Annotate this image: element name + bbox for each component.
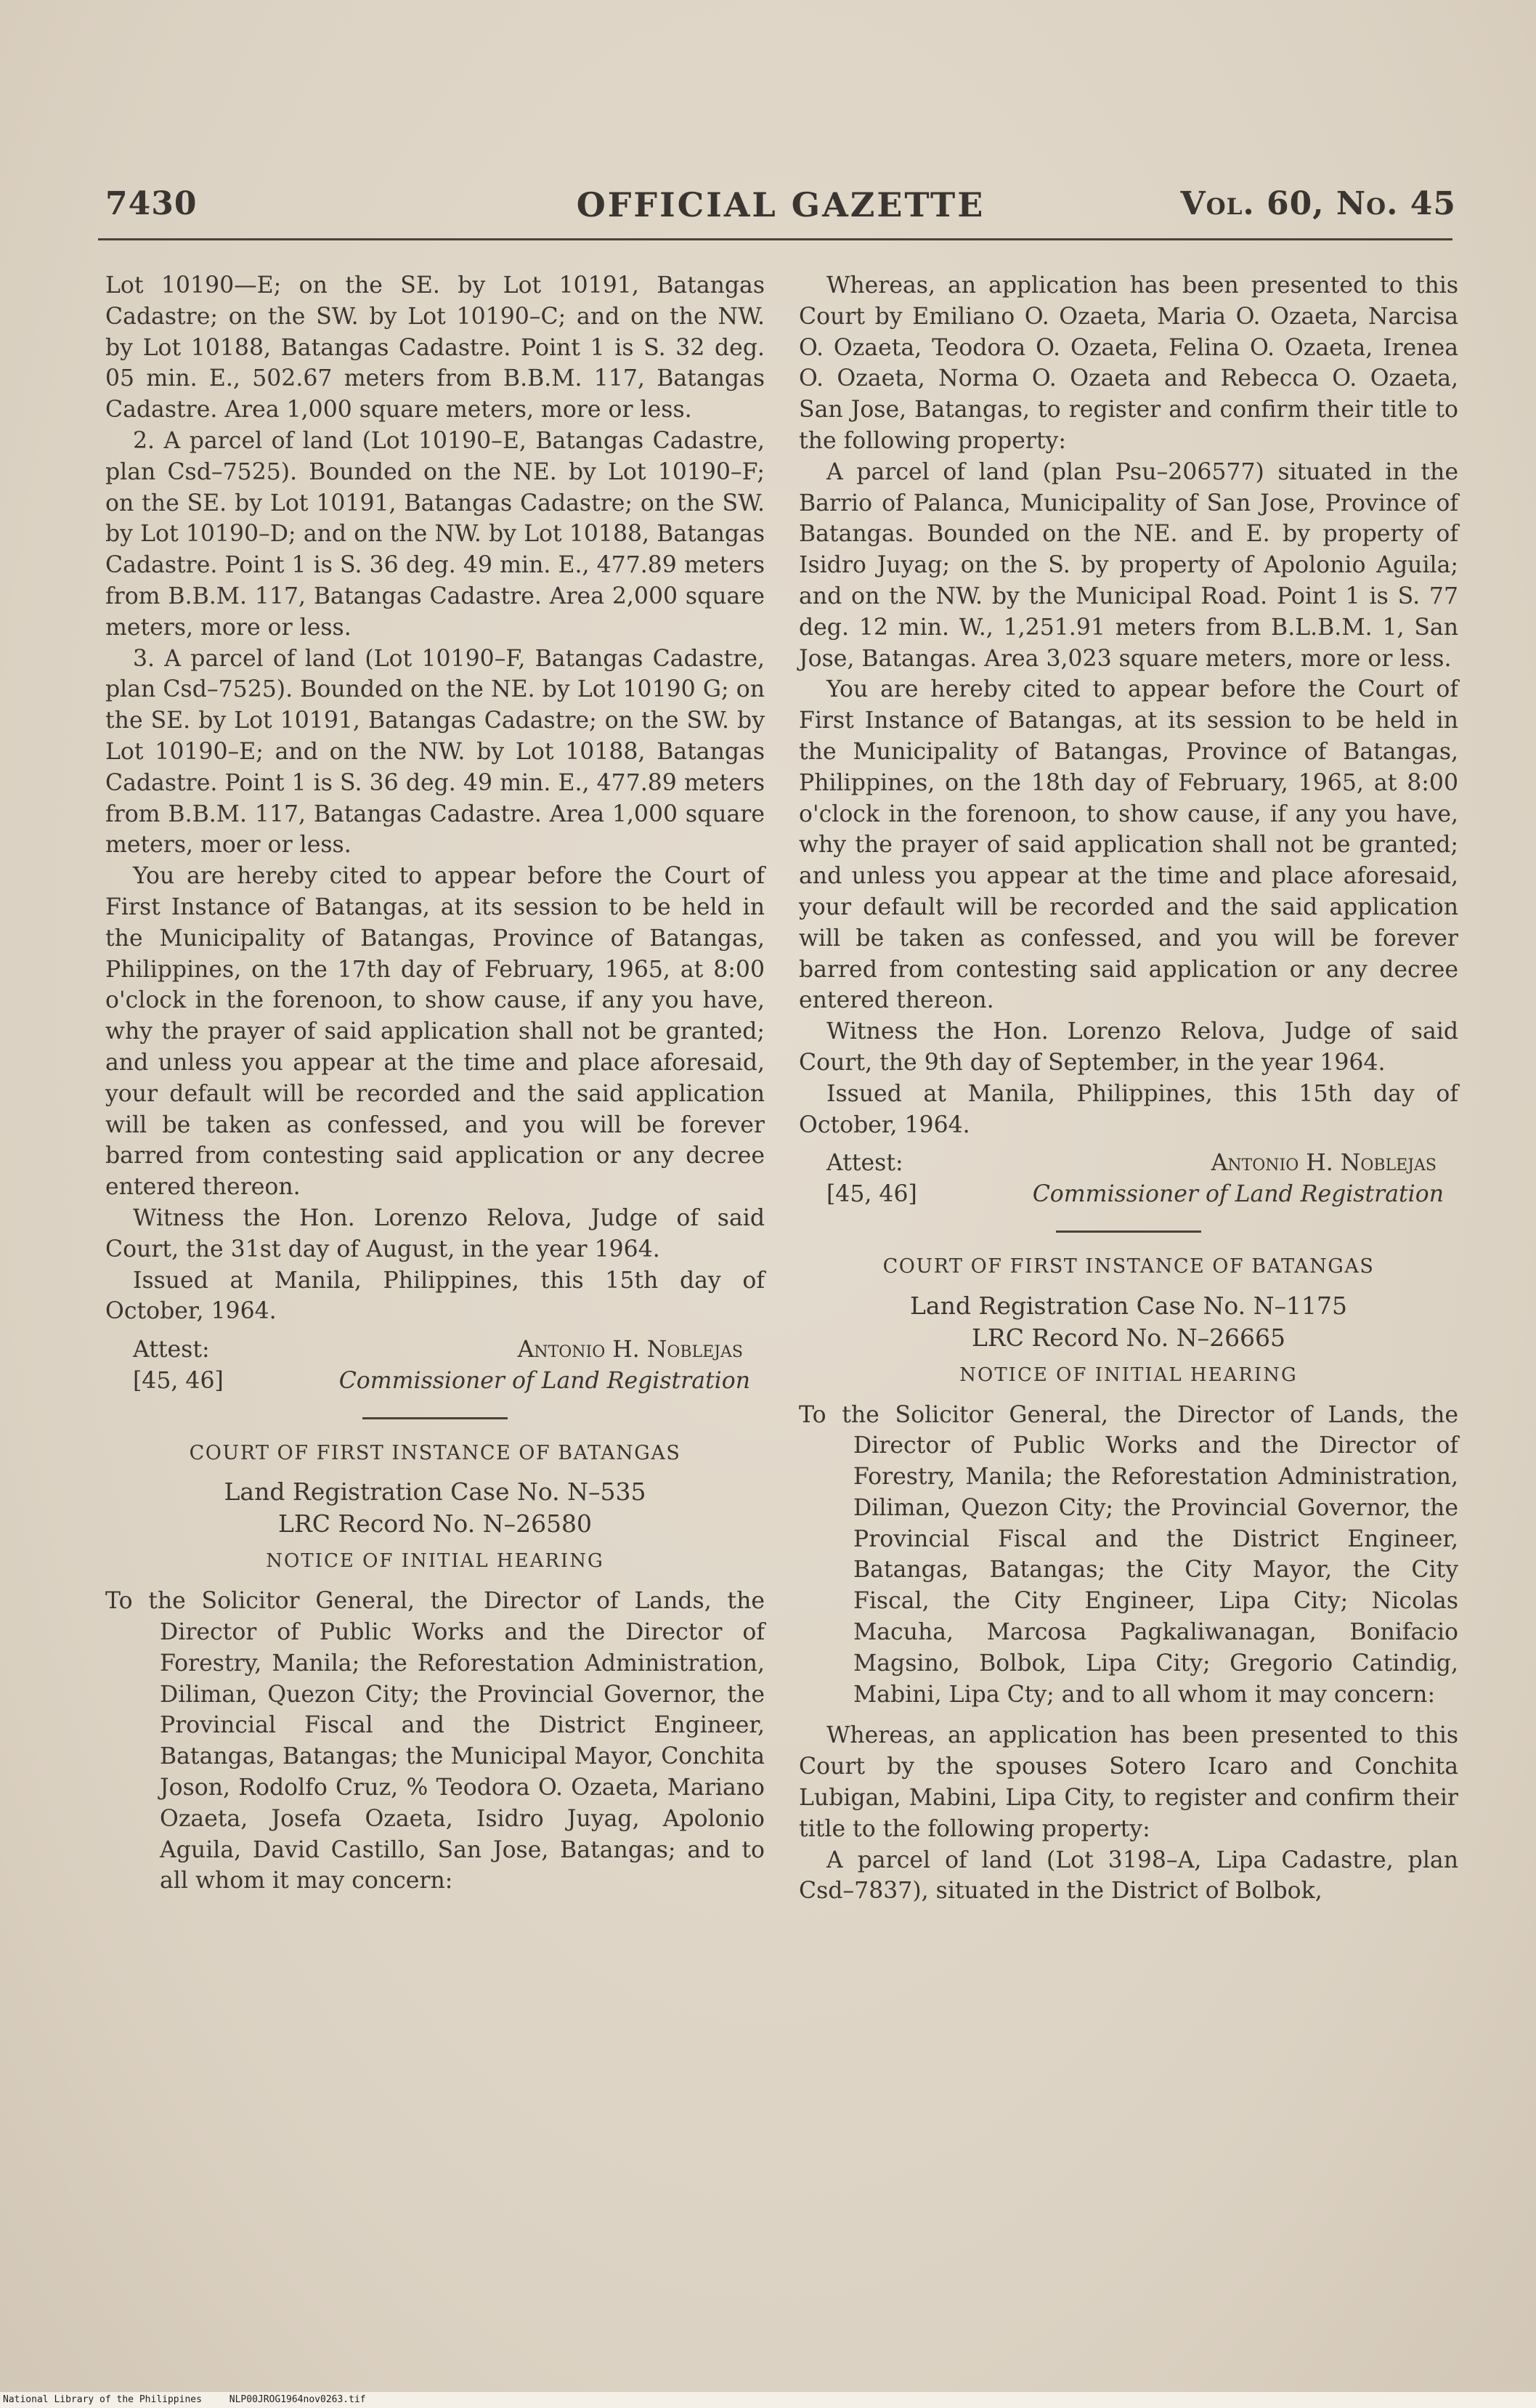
header-rule xyxy=(98,238,1452,240)
paragraph: A parcel of land (Lot 3198–A, Lipa Cadastre, plan Csd–7837), situated in the District of Bolbok, xyxy=(799,1846,1458,1905)
notice-heading: NOTICE OF INITIAL HEARING xyxy=(266,1550,604,1573)
paragraph: A parcel of land (plan Psu–206577) situated in the Barrio of Palanca, Municipality of San Jose, Province of Batangas. Bounded on the NE. and E. by property of Isidro Juyag; on the S. by property of Apolonio Aguila; and on the NW. by the Municipal Road. Point 1 is S. 77 deg. 12 min. W., 1,251.91 meters from B.L.B.M. 1, San Jose, Batangas. Area 3,023 square meters, more or less. xyxy=(799,458,1458,672)
scan-footer xyxy=(0,2392,1536,2408)
attest-ref: [45, 46] xyxy=(826,1181,917,1208)
page-number: 7430 xyxy=(105,185,198,222)
paragraph: You are hereby cited to appear before the Court of First Instance of Batangas, at its session to be held in the Municipality of Batangas, Province of Batangas, Philippines, on the 18th day of February, 1965, at 8:00 o'clock in the forenoon, to show cause, if any you have, why the prayer of said application shall not be granted; and unless you appear at the time and place aforesaid, your default will be recorded and the said application will be taken as confessed, and you will be forever barred from contesting said application or any decree entered thereon. xyxy=(799,676,1458,1014)
attest-title: Commissioner of Land Registration xyxy=(1032,1181,1444,1208)
attest-name: Antonio H. Noblejas xyxy=(1211,1150,1437,1177)
paragraph: Whereas, an application has been presented to this Court by the spouses Sotero Icaro and Conchita Lubigan, Mabini, Lipa City, to register and confirm their title to the following property: xyxy=(799,1722,1458,1842)
attestation-title-row xyxy=(799,1179,1458,1210)
addressees: To the Solicitor General, the Director of Lands, the Director of Public Works and the Director of Forestry, Manila; the Reforestation Administration, Diliman, Quezon City; the Provincial Governor, the Provincial Fiscal and the District Engineer, Batangas, Batangas; the City Mayor, the City Fiscal, the City Engineer, Lipa City; Nicolas Macuha, Marcosa Pagkaliwanagan, Bonifacio Magsino, Bolbok, Lipa City; Gregorio Catindig, Mabini, Lipa Cty; and to all whom it may concern: xyxy=(799,1401,1458,1708)
page-header xyxy=(105,185,1456,243)
attest-label: Attest: xyxy=(133,1337,210,1363)
footer-source: National Library of the Philippines xyxy=(3,2394,202,2405)
volume-number: Vol. 60, No. 45 xyxy=(1180,185,1456,222)
court-heading: COURT OF FIRST INSTANCE OF BATANGAS xyxy=(189,1441,681,1464)
attestation xyxy=(799,1148,1458,1179)
paragraph: 2. A parcel of land (Lot 10190–E, Batangas Cadastre, plan Csd–7525). Bounded on the NE. by Lot 10190–F; on the SE. by Lot 10191, Batangas Cadastre; on the SW. by Lot 10190–D; and on the NW. by Lot 10188, Batangas Cadastre. Point 1 is S. 36 deg. 49 min. E., 477.89 meters from B.B.M. 117, Batangas Cadastre. Area 2,000 square meters, more or less. xyxy=(105,427,765,641)
attest-title: Commissioner of Land Registration xyxy=(338,1367,750,1394)
record-number: LRC Record No. N–26580 xyxy=(277,1509,593,1539)
attest-ref: [45, 46] xyxy=(133,1367,224,1394)
paragraph: Lot 10190—E; on the SE. by Lot 10191, Batangas Cadastre; on the SW. by Lot 10190–C; and on the NW. by Lot 10188, Batangas Cadastre. Point 1 is S. 32 deg. 05 min. E., 502.67 meters from B.B.M. 117, Batangas Cadastre. Area 1,000 square meters, more or less. xyxy=(105,272,765,423)
record-number: LRC Record No. N–26665 xyxy=(971,1323,1286,1352)
paragraph: Witness the Hon. Lorenzo Relova, Judge of said Court, the 9th day of September, in the year 1964. xyxy=(799,1018,1458,1076)
case-number: Land Registration Case No. N–1175 xyxy=(910,1291,1347,1320)
attest-label: Attest: xyxy=(826,1150,903,1177)
paragraph: You are hereby cited to appear before the Court of First Instance of Batangas, at its session to be held in the Municipality of Batangas, Province of Batangas, Philippines, on the 17th day of February, 1965, at 8:00 o'clock in the forenoon, to show cause, if any you have, why the prayer of said application shall not be granted; and unless you appear at the time and place aforesaid, your default will be recorded and the said application will be taken as confessed, and you will be forever barred from contesting said application or any decree entered thereon. xyxy=(105,863,765,1201)
right-column xyxy=(799,270,1458,1907)
attestation-title-row xyxy=(105,1366,765,1397)
court-heading: COURT OF FIRST INSTANCE OF BATANGAS xyxy=(882,1254,1375,1278)
paragraph: Witness the Hon. Lorenzo Relova, Judge of said Court, the 31st day of August, in the year 1964. xyxy=(105,1204,765,1262)
paragraph: 3. A parcel of land (Lot 10190–F, Batangas Cadastre, plan Csd–7525). Bounded on the NE. by Lot 10190 G; on the SE. by Lot 10191, Batangas Cadastre; on the SW. by Lot 10190–E; and on the NW. by Lot 10188, Batangas Cadastre. Point 1 is S. 36 deg. 49 min. E., 477.89 meters from B.B.M. 117, Batangas Cadastre. Area 1,000 square meters, moer or less. xyxy=(105,645,765,859)
footer-file: NLP00JROG1964nov0263.tif xyxy=(229,2394,366,2405)
left-column xyxy=(105,270,765,1897)
paragraph: Issued at Manila, Philippines, this 15th day of October, 1964. xyxy=(799,1080,1458,1138)
notice-heading: NOTICE OF INITIAL HEARING xyxy=(959,1363,1298,1386)
case-number: Land Registration Case No. N–535 xyxy=(224,1477,646,1507)
attest-name: Antonio H. Noblejas xyxy=(517,1337,743,1363)
paragraph: Whereas, an application has been presented to this Court by Emiliano O. Ozaeta, Maria O. Ozaeta, Narcisa O. Ozaeta, Teodora O. Ozaeta, Felina O. Ozaeta, Irenea O. Ozaeta, Norma O. Ozaeta and Rebecca O. Ozaeta, San Jose, Batangas, to register and confirm their title to the following property: xyxy=(799,272,1458,454)
paragraph: Issued at Manila, Philippines, this 15th day of October, 1964. xyxy=(105,1267,765,1325)
addressees: To the Solicitor General, the Director of Lands, the Director of Public Works and the Director of Forestry, Manila; the Reforestation Administration, Diliman, Quezon City; the Provincial Governor, the Provincial Fiscal and the District Engineer, Batangas, Batangas; the Municipal Mayor, Conchita Joson, Rodolfo Cruz, % Teodora O. Ozaeta, Mariano Ozaeta, Josefa Ozaeta, Isidro Juyag, Apolonio Aguila, David Castillo, San Jose, Batangas; and to all whom it may concern: xyxy=(105,1588,765,1894)
attestation xyxy=(105,1334,765,1366)
publication-title: OFFICIAL GAZETTE xyxy=(576,185,986,224)
